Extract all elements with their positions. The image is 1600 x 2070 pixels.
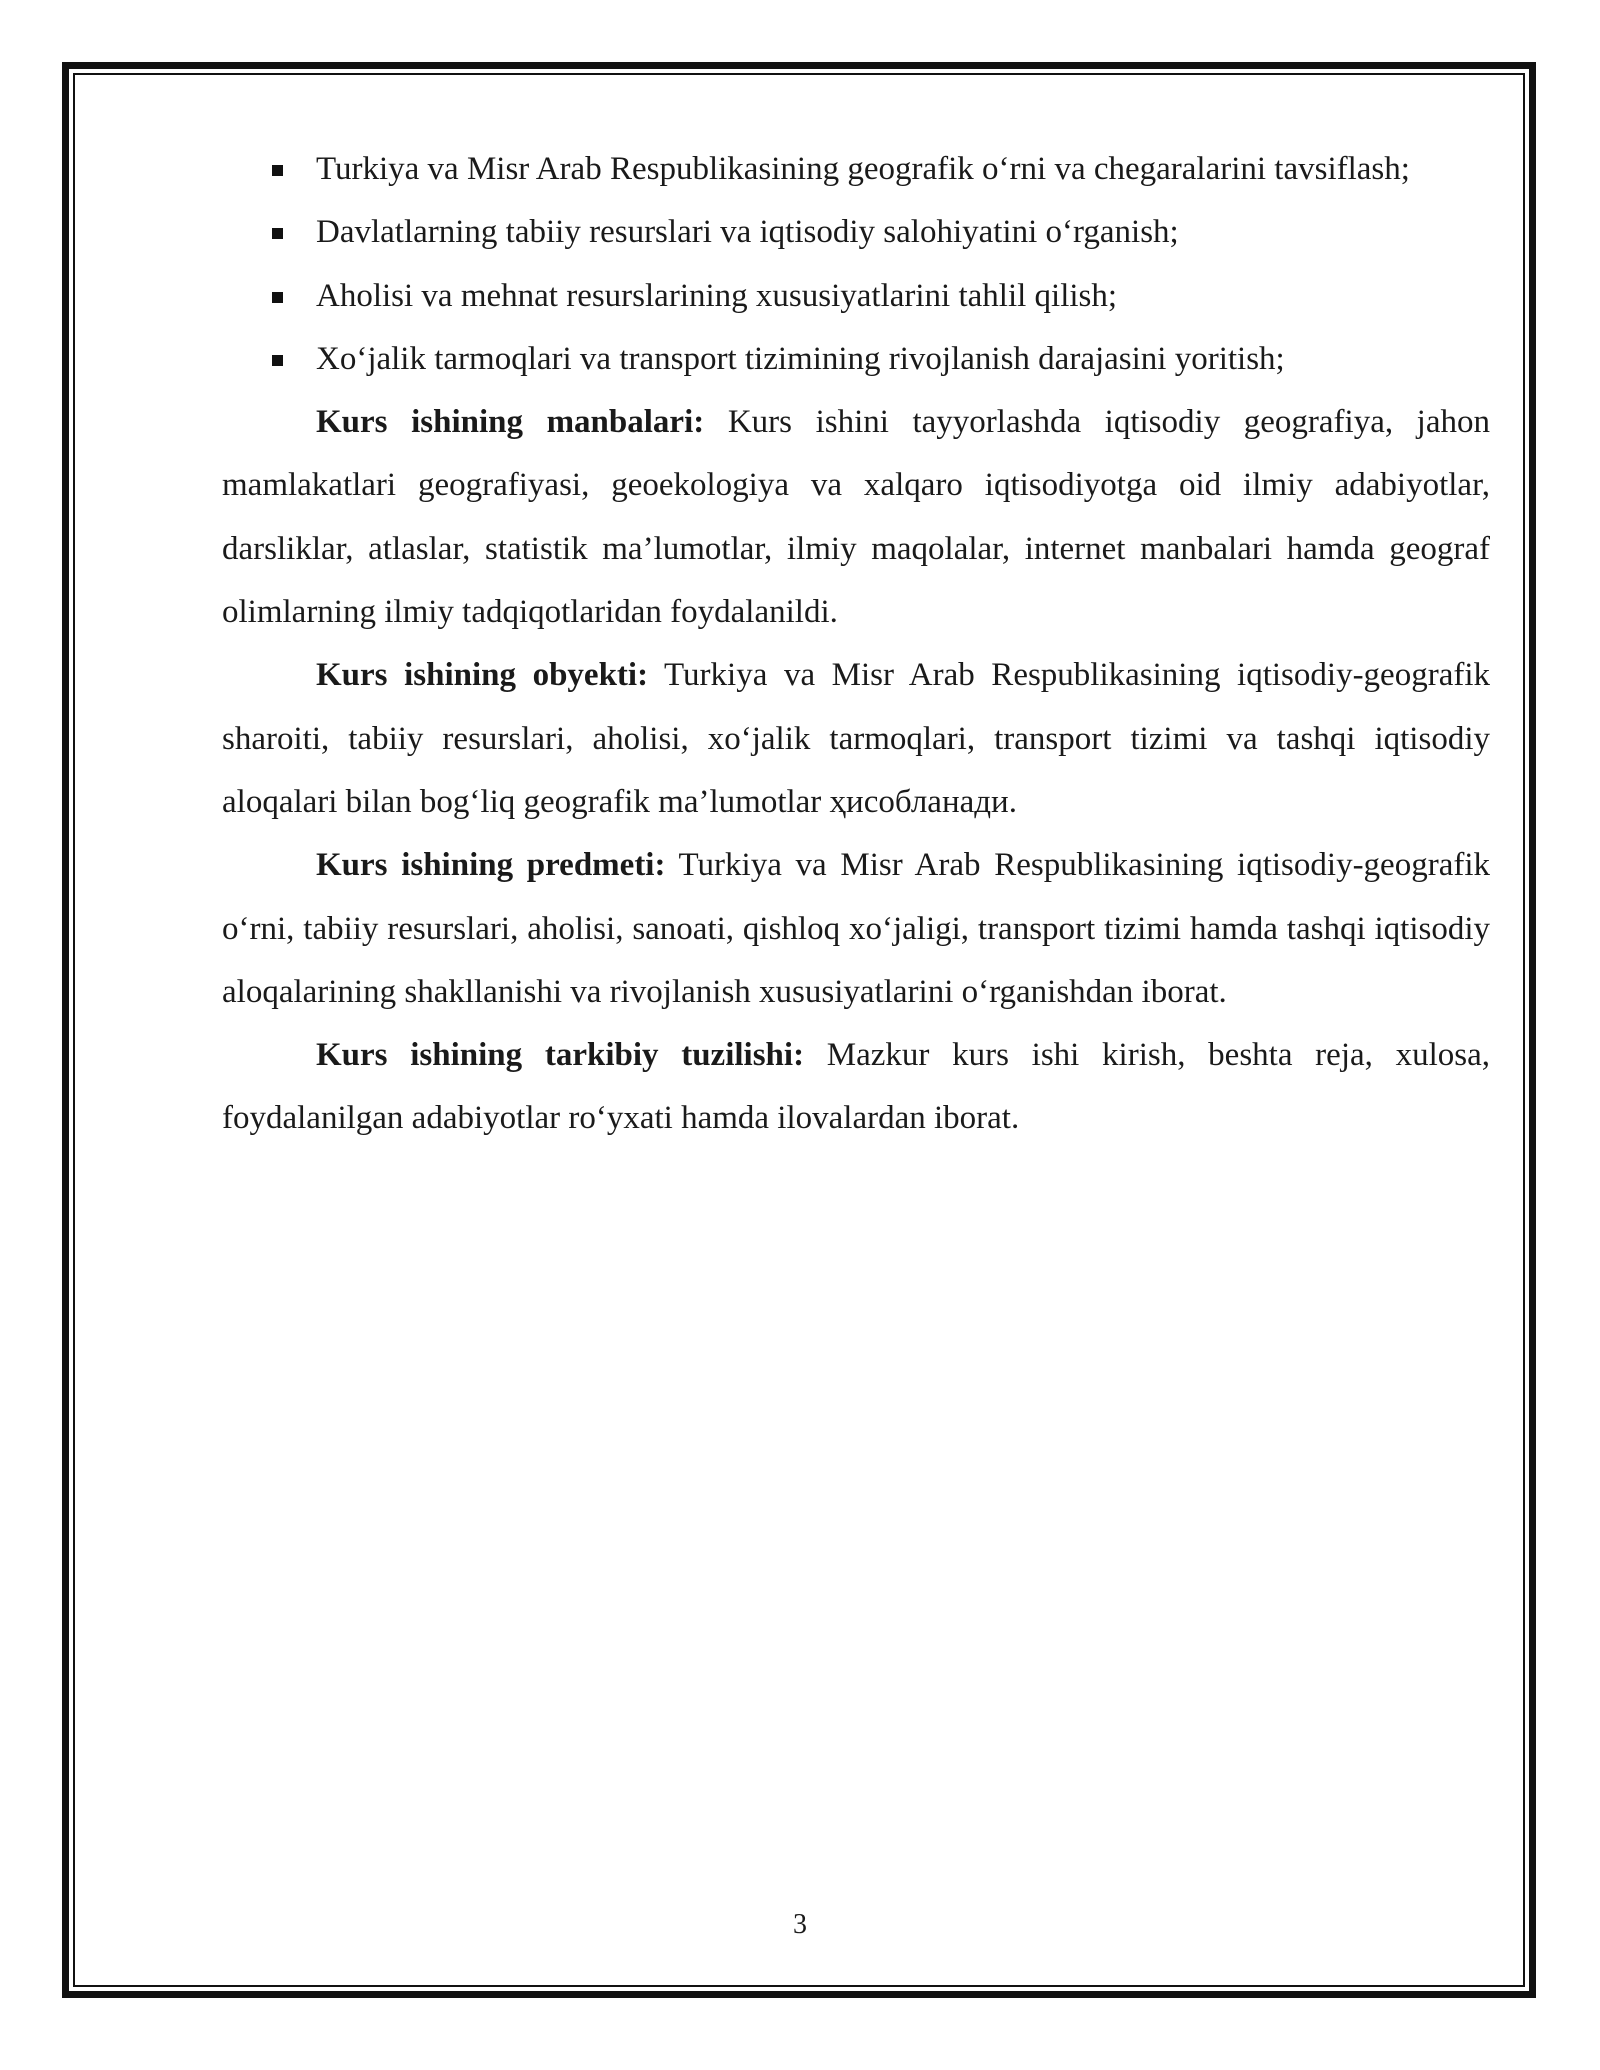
list-item [222,265,1490,328]
subject-label: Kurs ishining predmeti: [316,847,666,884]
bullet-list [222,138,1490,391]
sources-label: Kurs ishining manbalari: [316,404,705,441]
document-body [222,138,1490,1151]
square-bullet-icon [272,355,283,366]
subject-paragraph [222,834,1490,1024]
structure-text: Mazkur kurs ishi kirish, beshta reja, xulosa, foydalanilgan adabiyotlar ro‘yxati hamda ilovalardan iborat. [222,1037,1491,1137]
list-item-text: Davlatlarning tabiiy resurslari va iqtisodiy salohiyatini o‘rganish; [316,214,1179,251]
square-bullet-icon [272,228,283,239]
object-text: Turkiya va Misr Arab Respublikasining iqtisodiy-geografik sharoiti, tabiiy resurslari, aholisi, xo‘jalik tarmoqlari, transport tizimi va tashqi iqtisodiy aloqalari bilan bog‘liq geografik ma’lumotlar ҳисобланади. [222,657,1490,820]
square-bullet-icon [272,165,283,176]
object-paragraph [222,644,1490,834]
square-bullet-icon [272,292,283,303]
structure-label: Kurs ishining tarkibiy tuzilishi: [316,1037,805,1074]
list-item-text: Aholisi va mehnat resurslarining xususiyatlarini tahlil qilish; [316,277,1118,314]
structure-paragraph [222,1024,1490,1151]
sources-paragraph [222,391,1490,644]
object-label: Kurs ishining obyekti: [316,657,649,694]
sources-text: Kurs ishini tayyorlashda iqtisodiy geografiya, jahon mamlakatlari geografiyasi, geoekologiya va xalqaro iqtisodiyotga oid ilmiy adabiyotlar, darsliklar, atlaslar, statistik ma’lumotlar, ilmiy maqolalar, internet manbalari hamda geograf olimlarning ilmiy tadqiqotlaridan foydalanildi. [222,404,1490,631]
list-item-text: Turkiya va Misr Arab Respublikasining geografik o‘rni va chegaralarini tavsiflash; [316,151,1410,187]
list-item [222,138,1490,201]
page-number: 3 [793,1909,807,1940]
list-item-text: Xo‘jalik tarmoqlari va transport tizimining rivojlanish darajasini yoritish; [316,340,1285,377]
list-item [222,328,1490,391]
subject-text: Turkiya va Misr Arab Respublikasining iqtisodiy-geografik o‘rni, tabiiy resurslari, aholisi, sanoati, qishloq xo‘jaligi, transport tizimi hamda tashqi iqtisodiy aloqalarining shakllanishi va rivojlanish xususiyatlarini o‘rganishdan iborat. [222,847,1490,1010]
list-item [222,201,1490,264]
